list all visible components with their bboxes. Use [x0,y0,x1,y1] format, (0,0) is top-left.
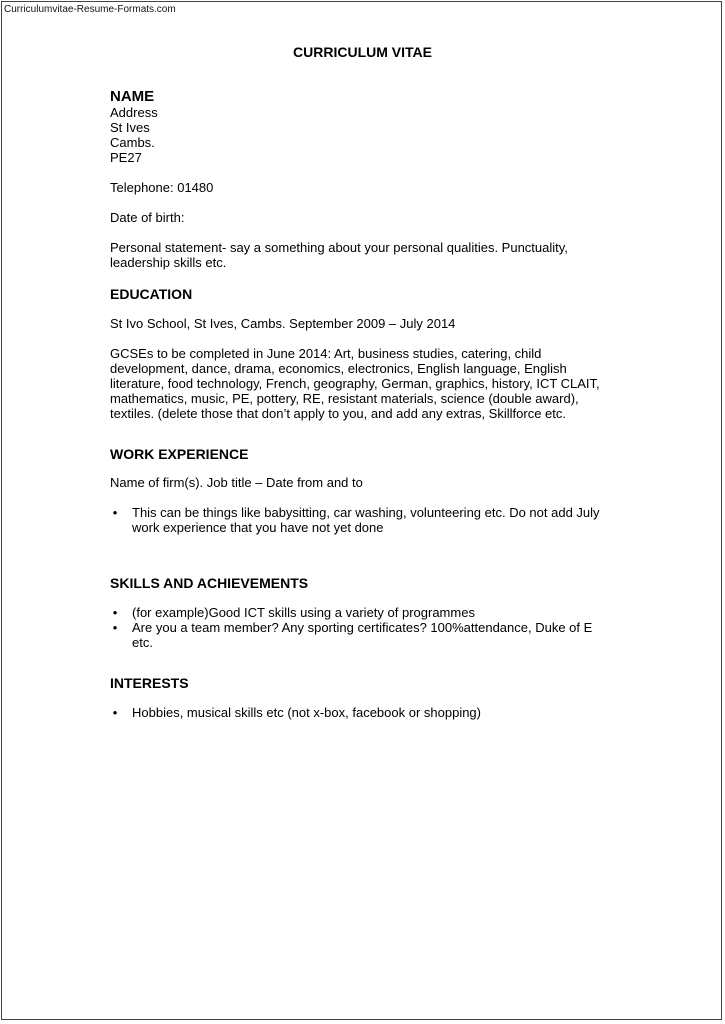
work-experience-section [110,446,610,535]
telephone-line: Telephone: 01480 [110,180,214,195]
bullet-icon: • [112,620,118,635]
list-item [110,705,610,720]
firm-line: Name of firm(s). Job title – Date from and to [110,475,363,490]
interests-heading: INTERESTS [110,675,189,691]
address-line: Address [110,105,158,120]
watermark: Curriculumvitae-Resume-Formats.com [4,4,176,15]
list-item [110,505,610,535]
bullet-icon: • [112,505,118,520]
skills-bullet-text: Are you a team member? Any sporting certificates? 100%attendance, Duke of E etc. [132,620,593,650]
skills-section [110,575,610,650]
address-line: Cambs. [110,135,155,150]
work-experience-heading: WORK EXPERIENCE [110,446,249,462]
personal-statement: Personal statement- say a something about your personal qualities. Punctuality, leadership skills etc. [110,240,568,270]
address-line: St Ives [110,120,150,135]
work-bullet-text: This can be things like babysitting, car washing, volunteering etc. Do not add July work experience that you have not yet done [132,505,600,535]
skills-bullet-text: (for example)Good ICT skills using a variety of programmes [132,605,475,620]
gcse-paragraph: GCSEs to be completed in June 2014: Art, business studies, catering, child development, dance, drama, economics, electronics, English language, English literature, food technology, French, geography, German, graphics, history, ICT CLAIT, mathematics, music, PE, pottery, RE, resistant materials, science (double award), textiles. (delete those that don’t apply to you, and add any extras, Skillforce etc. [110,346,600,421]
interests-section [110,675,610,720]
interests-bullet-list [110,705,610,720]
interests-bullet-text: Hobbies, musical skills etc (not x-box, facebook or shopping) [132,705,481,720]
education-section [110,286,610,421]
skills-bullet-list [110,605,610,650]
date-of-birth-line: Date of birth: [110,210,185,225]
work-bullet-list [110,505,610,535]
list-item [110,605,610,620]
education-heading: EDUCATION [110,286,193,302]
document-title: CURRICULUM VITAE [293,44,432,60]
contact-section [110,88,610,270]
bullet-icon: • [112,705,118,720]
address-line: PE27 [110,150,142,165]
cv-body [110,88,610,720]
skills-heading: SKILLS AND ACHIEVEMENTS [110,575,309,591]
name-heading: NAME [110,88,155,105]
list-item [110,620,610,650]
bullet-icon: • [112,605,118,620]
school-line: St Ivo School, St Ives, Cambs. September 2009 – July 2014 [110,316,456,331]
